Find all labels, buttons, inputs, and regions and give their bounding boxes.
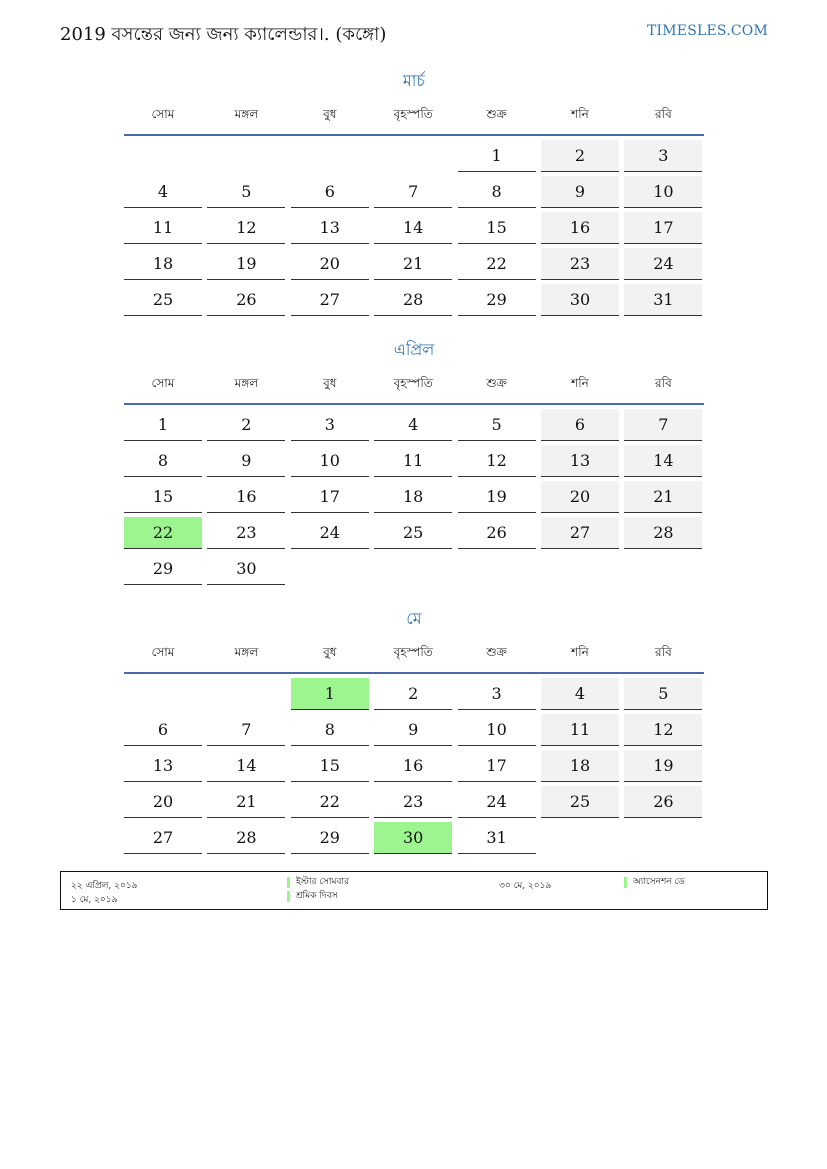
day-cell[interactable]: 13: [291, 212, 369, 244]
day-cell[interactable]: 1: [124, 409, 202, 441]
day-cell[interactable]: 31: [624, 284, 702, 316]
holiday-legend: [60, 871, 768, 910]
day-cell[interactable]: 21: [624, 481, 702, 513]
day-cell[interactable]: 10: [458, 714, 536, 746]
day-cell[interactable]: 12: [458, 445, 536, 477]
weekday-label: শুক্র: [486, 107, 507, 121]
day-cell[interactable]: 12: [624, 714, 702, 746]
day-cell[interactable]: 29: [124, 553, 202, 585]
day-cell[interactable]: 7: [624, 409, 702, 441]
day-cell[interactable]: 23: [207, 517, 285, 549]
site-link[interactable]: TIMESLES.COM: [647, 23, 768, 39]
day-cell[interactable]: 11: [374, 445, 452, 477]
holiday-day-cell[interactable]: 30: [374, 822, 452, 854]
day-cell[interactable]: 17: [624, 212, 702, 244]
day-cell[interactable]: 27: [124, 822, 202, 854]
day-cell[interactable]: 4: [124, 176, 202, 208]
day-cell[interactable]: 14: [374, 212, 452, 244]
weekday-label: বুধ: [323, 107, 337, 121]
weekday-label: শুক্র: [486, 376, 507, 390]
day-cell[interactable]: 9: [207, 445, 285, 477]
day-cell[interactable]: 29: [291, 822, 369, 854]
page-title: 2019 বসন্তের জন্য জন্য ক্যালেন্ডার।. (কঙ্গো): [60, 24, 387, 45]
weekday-label: রবি: [655, 645, 672, 659]
day-cell[interactable]: 3: [458, 678, 536, 710]
month-1: [124, 70, 704, 309]
legend-holiday-name: অ্যাসেনশন ডে: [624, 877, 685, 888]
day-cell[interactable]: 19: [624, 750, 702, 782]
weekday-header: [124, 102, 704, 136]
weekday-label: শুক্র: [486, 645, 507, 659]
day-cell[interactable]: 21: [207, 786, 285, 818]
weekday-header: [124, 640, 704, 674]
day-cell[interactable]: 30: [207, 553, 285, 585]
day-cell[interactable]: 26: [207, 284, 285, 316]
weekday-label: সোম: [151, 645, 175, 659]
day-cell[interactable]: 24: [624, 248, 702, 280]
day-cell[interactable]: 14: [207, 750, 285, 782]
weekday-label: রবি: [655, 107, 672, 121]
day-cell[interactable]: 16: [541, 212, 619, 244]
day-cell[interactable]: 26: [458, 517, 536, 549]
holiday-day-cell[interactable]: 1: [291, 678, 369, 710]
day-cell[interactable]: 4: [374, 409, 452, 441]
day-cell[interactable]: 11: [124, 212, 202, 244]
holiday-day-cell[interactable]: 22: [124, 517, 202, 549]
day-cell[interactable]: 1: [458, 140, 536, 172]
day-cell[interactable]: 17: [458, 750, 536, 782]
day-cell[interactable]: 27: [291, 284, 369, 316]
day-cell[interactable]: 20: [291, 248, 369, 280]
day-cell[interactable]: 18: [124, 248, 202, 280]
day-cell[interactable]: 16: [374, 750, 452, 782]
day-cell[interactable]: 28: [624, 517, 702, 549]
weekday-label: বৃহস্পতি: [393, 107, 433, 121]
weekday-label: বৃহস্পতি: [393, 645, 433, 659]
day-cell[interactable]: 3: [624, 140, 702, 172]
day-cell[interactable]: 15: [291, 750, 369, 782]
day-cell[interactable]: 9: [374, 714, 452, 746]
weekday-label: বৃহস্পতি: [393, 376, 433, 390]
day-cell[interactable]: 29: [458, 284, 536, 316]
day-cell[interactable]: 6: [291, 176, 369, 208]
day-cell[interactable]: 13: [541, 445, 619, 477]
day-cell[interactable]: 8: [458, 176, 536, 208]
month-title: মার্চ: [402, 71, 426, 90]
day-cell[interactable]: 4: [541, 678, 619, 710]
day-cell[interactable]: 15: [458, 212, 536, 244]
legend-holiday-name: শ্রমিক দিবস: [287, 891, 338, 902]
day-cell[interactable]: 7: [374, 176, 452, 208]
day-cell[interactable]: 6: [124, 714, 202, 746]
day-cell[interactable]: 25: [541, 786, 619, 818]
legend-date: ১ মে, ২০১৯: [71, 895, 118, 905]
weekday-label: মঙ্গল: [234, 645, 259, 659]
day-cell[interactable]: 19: [207, 248, 285, 280]
day-cell[interactable]: 25: [374, 517, 452, 549]
day-cell[interactable]: 30: [541, 284, 619, 316]
day-cell[interactable]: 12: [207, 212, 285, 244]
day-cell[interactable]: 23: [374, 786, 452, 818]
weekday-label: শনি: [571, 376, 589, 390]
month-2: [124, 339, 704, 578]
day-cell[interactable]: 22: [291, 786, 369, 818]
day-cell[interactable]: 28: [207, 822, 285, 854]
legend-date: ২২ এপ্রিল, ২০১৯: [71, 881, 138, 891]
weekday-label: বুধ: [323, 376, 337, 390]
day-cell[interactable]: 27: [541, 517, 619, 549]
weekday-label: শনি: [571, 107, 589, 121]
day-cell[interactable]: 15: [124, 481, 202, 513]
day-cell[interactable]: 7: [207, 714, 285, 746]
day-cell[interactable]: 3: [291, 409, 369, 441]
day-cell[interactable]: 31: [458, 822, 536, 854]
weekday-label: সোম: [151, 107, 175, 121]
day-cell[interactable]: 19: [458, 481, 536, 513]
weekday-label: মঙ্গল: [234, 376, 259, 390]
day-cell[interactable]: 5: [624, 678, 702, 710]
weekday-header: [124, 371, 704, 405]
day-cell[interactable]: 2: [374, 678, 452, 710]
weekday-label: মঙ্গল: [234, 107, 259, 121]
legend-date: ৩০ মে, ২০১৯: [499, 881, 552, 891]
day-cell[interactable]: 20: [124, 786, 202, 818]
month-title: মে: [406, 609, 422, 628]
day-cell[interactable]: 24: [458, 786, 536, 818]
day-cell[interactable]: 24: [291, 517, 369, 549]
legend-holiday-name: ইস্টার সোমবার: [287, 877, 349, 888]
day-cell[interactable]: 14: [624, 445, 702, 477]
day-cell[interactable]: 23: [541, 248, 619, 280]
day-cell[interactable]: 2: [207, 409, 285, 441]
day-cell[interactable]: 5: [458, 409, 536, 441]
day-cell[interactable]: 10: [291, 445, 369, 477]
day-cell[interactable]: 22: [458, 248, 536, 280]
day-cell[interactable]: 28: [374, 284, 452, 316]
weekday-label: বুধ: [323, 645, 337, 659]
day-cell[interactable]: 21: [374, 248, 452, 280]
day-cell[interactable]: 2: [541, 140, 619, 172]
month-title: এপ্রিল: [393, 340, 435, 359]
weekday-label: রবি: [655, 376, 672, 390]
day-cell[interactable]: 9: [541, 176, 619, 208]
day-cell[interactable]: 16: [207, 481, 285, 513]
weekday-label: শনি: [571, 645, 589, 659]
day-cell[interactable]: 8: [124, 445, 202, 477]
day-cell[interactable]: 25: [124, 284, 202, 316]
day-cell[interactable]: 18: [374, 481, 452, 513]
month-3: [124, 608, 704, 847]
day-cell[interactable]: 11: [541, 714, 619, 746]
day-cell[interactable]: 8: [291, 714, 369, 746]
day-cell[interactable]: 5: [207, 176, 285, 208]
day-cell[interactable]: 10: [624, 176, 702, 208]
day-cell[interactable]: 17: [291, 481, 369, 513]
weekday-label: সোম: [151, 376, 175, 390]
day-cell[interactable]: 26: [624, 786, 702, 818]
day-cell[interactable]: 18: [541, 750, 619, 782]
day-cell[interactable]: 20: [541, 481, 619, 513]
day-cell[interactable]: 13: [124, 750, 202, 782]
page-header: [60, 18, 768, 48]
day-cell[interactable]: 6: [541, 409, 619, 441]
